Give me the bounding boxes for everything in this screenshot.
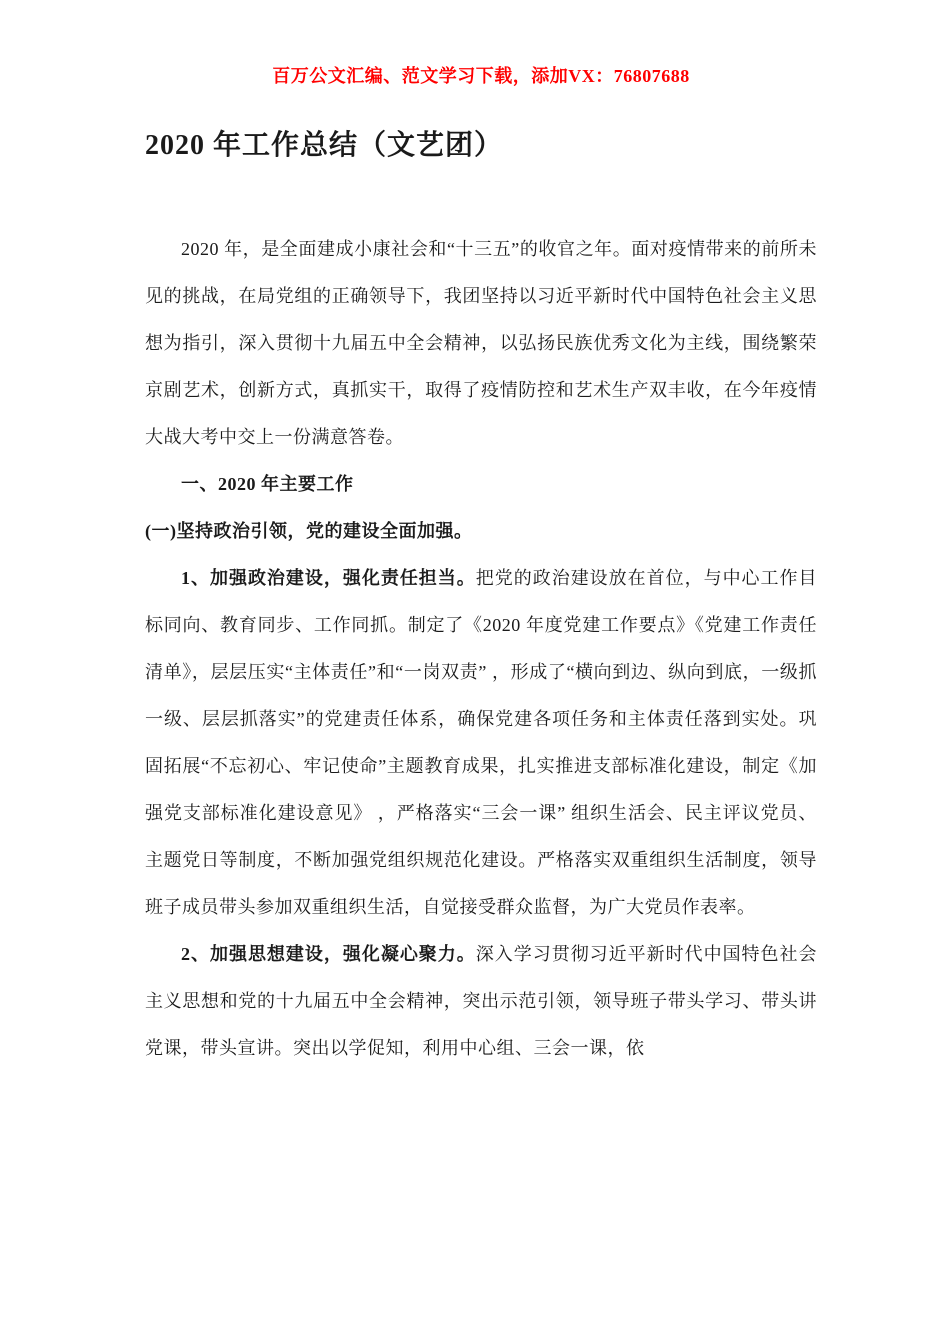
paragraph-intro: 2020 年，是全面建成小康社会和“十三五”的收官之年。面对疫情带来的前所未见的挑战，在局党组的正确领导下，我团坚持以习近平新时代中国特色社会主义思想为指引，深入贯彻十九届五中全会精神，以弘扬民族优秀文化为主线，围绕繁荣京剧艺术，创新方式，真抓实干，取得了疫情防控和艺术生产双丰收，在今年疫情大战大考中交上一份满意答卷。 — [145, 239, 817, 448]
document-title: 2020 年工作总结（文艺团） — [145, 130, 504, 161]
paragraph-1-text: 把党的政治建设放在首位，与中心工作目标同向、教育同步、工作同抓。制定了《2020 年度党建工作要点》《党建工作责任清单》，层层压实“主体责任”和“一岗双责” ，形成了“横向到边、纵向到底，一级抓一级、层层抓落实”的党建责任体系，确保党建各项任务和主体责任落到实处。巩固拓展“不忘初心、牢记使命”主题教育成果，扎实推进支部标准化建设，制定《加强党支部标准化建设意见》 ，严格落实“三会一课” 组织生活会、民主评议党员、主题党日等制度，不断加强党组织规范化建设。严格落实双重组织生活制度，领导班子成员带头参加双重组织生活，自觉接受群众监督，为广大党员作表率。 — [145, 568, 818, 918]
paragraph-2-lead: 2、加强思想建设，强化凝心聚力。 — [181, 944, 476, 965]
header-notice: 百万公文汇编、范文学习下载，添加VX：76807688 — [272, 66, 690, 86]
section-heading: 一、2020 年主要工作 — [181, 474, 354, 495]
paragraph-1 — [145, 555, 817, 931]
paragraph-2-text: 深入学习贯彻习近平新时代中国特色社会主义思想和党的十九届五中全会精神，突出示范引领，领导班子带头学习、带头讲党课，带头宣讲。突出以学促知，利用中心组、三会一课，依 — [145, 944, 818, 1059]
paragraph-2 — [145, 931, 817, 1072]
subsection-heading: (一)坚持政治引领，党的建设全面加强。 — [145, 521, 473, 542]
paragraph-1-lead: 1、加强政治建设，强化责任担当。 — [181, 568, 476, 589]
